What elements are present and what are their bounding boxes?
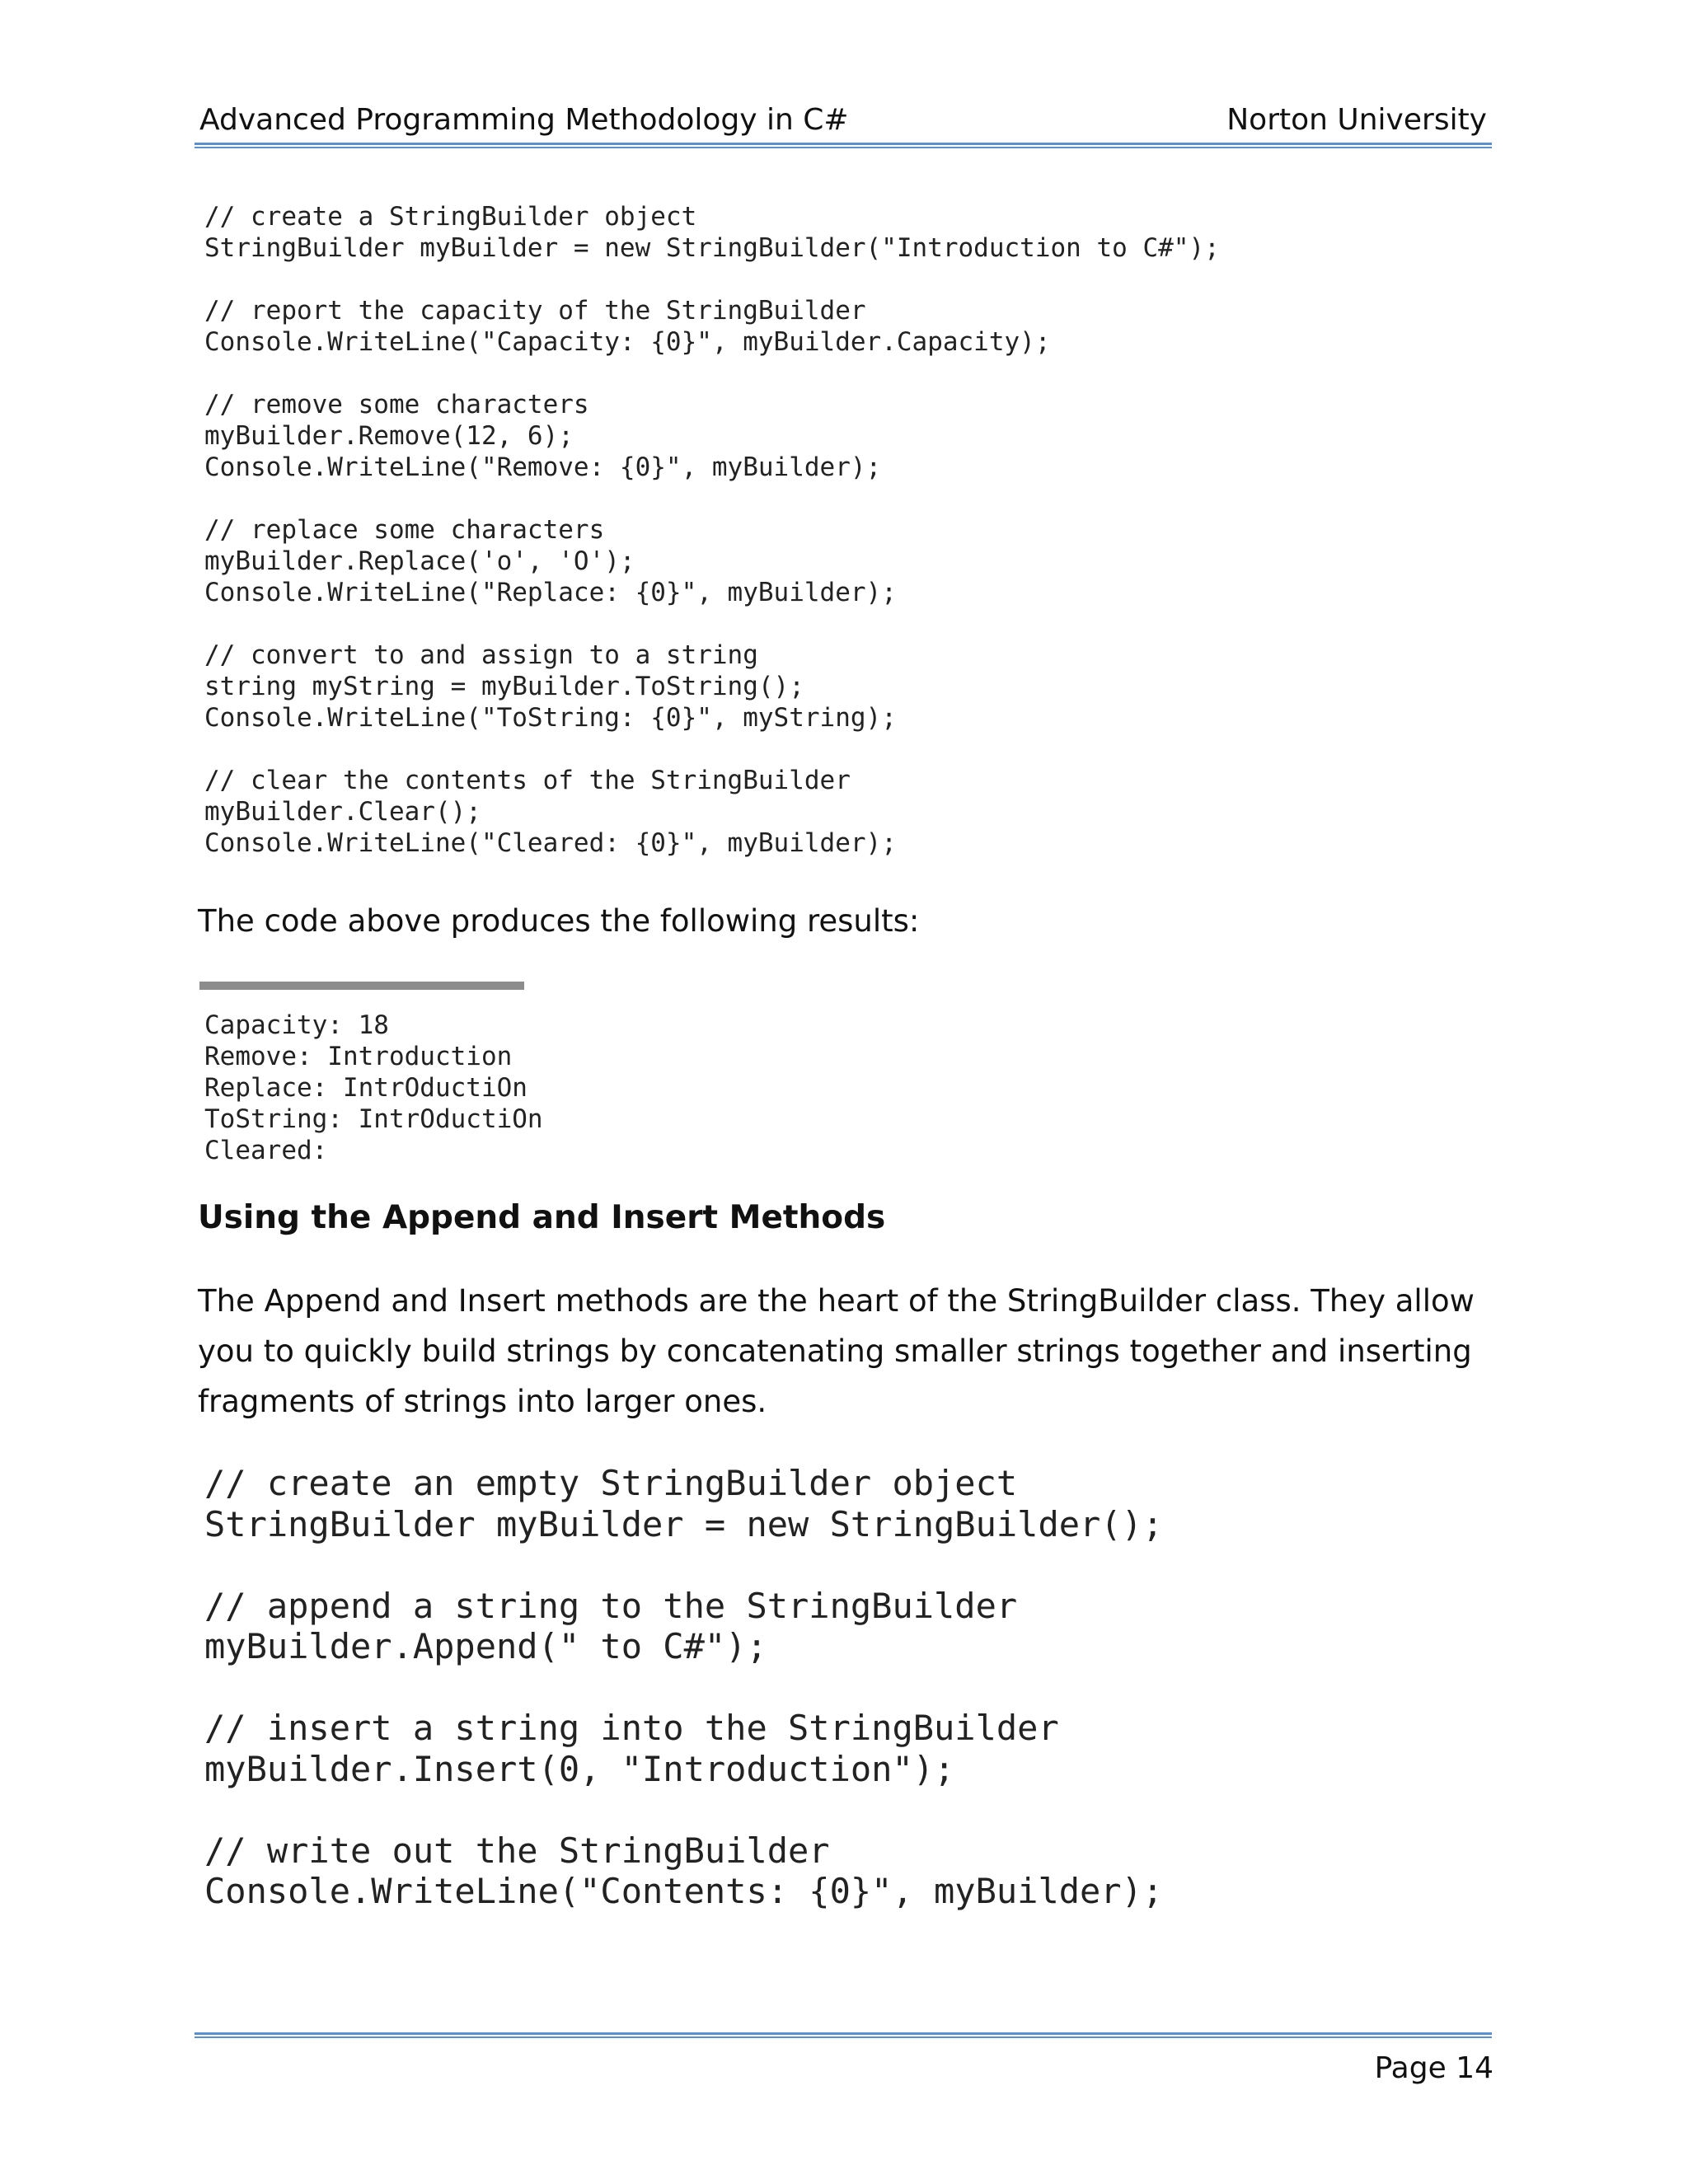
code-line: myBuilder.Append(" to C#"); [204, 1626, 767, 1666]
code-line: // create a StringBuilder object [204, 202, 697, 232]
document-title: Advanced Programming Methodology in C# [199, 103, 849, 137]
code-line [204, 483, 1220, 514]
code-line: myBuilder.Clear(); [204, 797, 481, 827]
code-line [204, 358, 1220, 389]
output-line: Replace: IntrOductiOn [204, 1073, 528, 1103]
code-line: myBuilder.Insert(0, "Introduction"); [204, 1748, 955, 1789]
header-rule-thin [195, 147, 1492, 148]
code-line: Console.WriteLine("ToString: {0}", myString); [204, 703, 897, 733]
code-line: // insert a string into the StringBuilder [204, 1708, 1059, 1748]
section-paragraph: The Append and Insert methods are the heart of the StringBuilder class. They allow you to quickly build strings by concatenating smaller strings together and inserting fragments of strings into larger ones. [198, 1283, 1475, 1419]
code-line [204, 608, 1220, 640]
code-line: myBuilder.Replace('o', 'O'); [204, 546, 635, 576]
page-header [198, 101, 1489, 142]
code-line: string myString = myBuilder.ToString(); [204, 672, 804, 701]
code-line: // create an empty StringBuilder object [204, 1463, 1018, 1503]
code-line: // report the capacity of the StringBuilder [204, 296, 866, 326]
output-line: Capacity: 18 [204, 1010, 389, 1040]
code-line: // clear the contents of the StringBuilder [204, 766, 851, 795]
footer-rule [195, 2032, 1492, 2035]
code-line: StringBuilder myBuilder = new StringBuilder(); [204, 1503, 1164, 1544]
code-line: Console.WriteLine("Remove: {0}", myBuilder); [204, 452, 882, 482]
console-output-block [204, 1010, 543, 1166]
code-line: // remove some characters [204, 390, 589, 419]
code-line [204, 1544, 1163, 1586]
output-line: Remove: Introduction [204, 1042, 513, 1071]
code-block-stringbuilder-basics [204, 201, 1220, 859]
output-window-bar [199, 982, 524, 990]
code-line: Console.WriteLine("Replace: {0}", myBuilder); [204, 578, 897, 607]
results-intro-paragraph: The code above produces the following results: [198, 903, 920, 939]
header-rule [195, 143, 1492, 145]
code-line [204, 1789, 1163, 1830]
code-line: // convert to and assign to a string [204, 640, 758, 670]
output-line: ToString: IntrOductiOn [204, 1104, 543, 1134]
code-line: Console.WriteLine("Capacity: {0}", myBuilder.Capacity); [204, 327, 1051, 357]
code-line: // write out the StringBuilder [204, 1830, 830, 1871]
code-line [204, 1667, 1163, 1708]
section-heading: Using the Append and Insert Methods [198, 1199, 886, 1236]
code-line: // replace some characters [204, 515, 605, 545]
code-line [204, 264, 1220, 295]
page-number: Page 14 [1374, 2051, 1493, 2085]
output-line: Cleared: [204, 1136, 328, 1165]
code-block-append-insert [204, 1463, 1163, 1912]
code-line: Console.WriteLine("Contents: {0}", myBuilder); [204, 1871, 1164, 1911]
footer-rule-thin [195, 2036, 1492, 2038]
institution-name: Norton University [1226, 103, 1487, 137]
code-line: Console.WriteLine("Cleared: {0}", myBuilder); [204, 828, 897, 858]
code-line: StringBuilder myBuilder = new StringBuilder("Introduction to C#"); [204, 233, 1220, 263]
code-line: myBuilder.Remove(12, 6); [204, 421, 574, 451]
code-line [204, 733, 1220, 765]
code-line: // append a string to the StringBuilder [204, 1585, 1018, 1626]
